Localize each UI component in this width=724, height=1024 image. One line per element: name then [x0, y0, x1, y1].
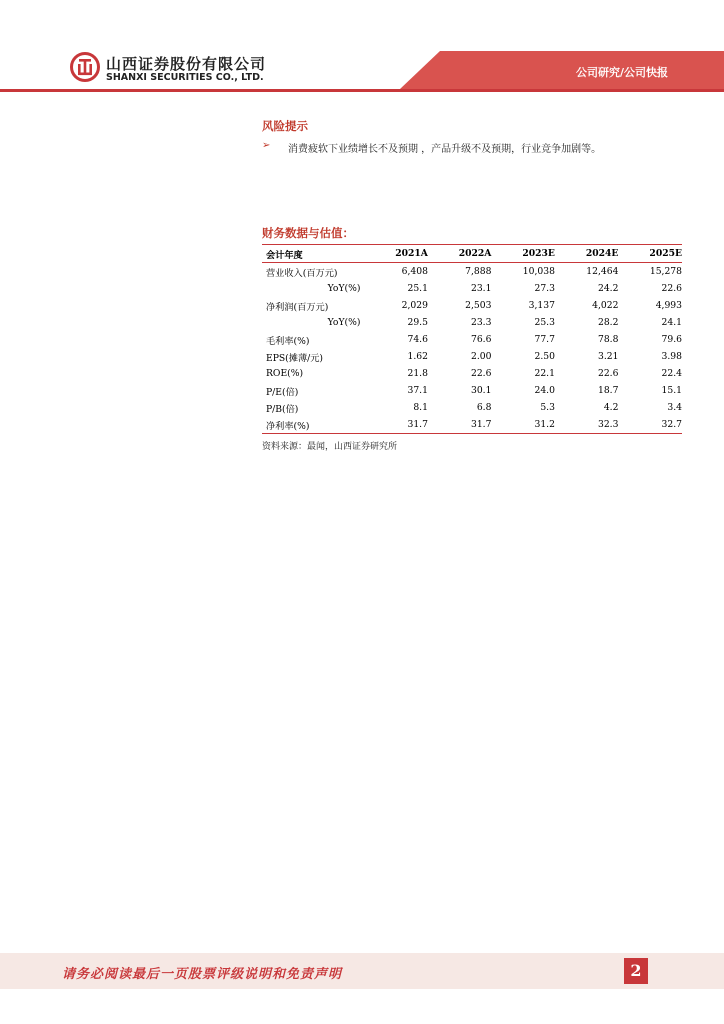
table-cell: 78.8	[597, 334, 619, 345]
table-cell: 8.1	[413, 402, 428, 413]
company-name-cn: 山西证券股份有限公司	[106, 55, 267, 73]
table-cell: 77.7	[534, 334, 555, 345]
table-cell: 76.6	[470, 334, 492, 345]
column-header: 2022A	[458, 248, 492, 259]
company-name-en: SHANXI SECURITIES CO., LTD.	[106, 72, 264, 83]
bullet-arrow-icon: ➢	[262, 140, 271, 151]
table-header-row	[262, 245, 682, 263]
row-label: 净利润(百万元)	[266, 301, 329, 313]
table-cell: 4,022	[592, 300, 619, 311]
header-divider	[0, 89, 724, 92]
table-cell: 25.3	[534, 317, 555, 328]
page-number: 2	[624, 958, 648, 984]
table-cell: 32.7	[661, 419, 682, 430]
table-cell: 22.1	[534, 368, 555, 379]
table-cell: 30.1	[470, 385, 492, 396]
row-label: EPS(摊薄/元)	[266, 352, 324, 364]
table-cell: 12,464	[586, 266, 619, 277]
financials-section-title: 财务数据与估值：	[262, 226, 354, 240]
table-cell: 3.21	[597, 351, 619, 362]
table-cell: 24.1	[661, 317, 682, 328]
table-cell: 1.62	[407, 351, 428, 362]
table-cell: 28.2	[597, 317, 619, 328]
table-cell: 23.1	[470, 283, 492, 294]
page-header	[0, 0, 724, 95]
table-cell: 79.6	[661, 334, 682, 345]
table-cell: 3.4	[667, 402, 682, 413]
table-cell: 5.3	[540, 402, 555, 413]
table-cell: 23.3	[470, 317, 492, 328]
row-label: ROE(%)	[266, 368, 304, 379]
row-label: 净利率(%)	[266, 420, 310, 432]
table-cell: 22.6	[470, 368, 492, 379]
header-tab-shape	[400, 51, 724, 89]
column-header: 2023E	[522, 248, 555, 259]
row-label: 毛利率(%)	[266, 335, 310, 347]
table-row	[262, 263, 682, 281]
table-cell: 2,503	[465, 300, 492, 311]
table-row	[262, 331, 682, 348]
table-cell: 15.1	[661, 385, 682, 396]
row-label: P/B(倍)	[266, 403, 299, 415]
table-cell: 21.8	[407, 368, 428, 379]
table-cell: 10,038	[522, 266, 555, 277]
source-note: 资料来源：最闻，山西证券研究所	[262, 442, 398, 452]
footer-disclaimer: 请务必阅读最后一页股票评级说明和免责声明	[62, 967, 343, 982]
table-cell: 37.1	[407, 385, 428, 396]
financials-table	[262, 244, 682, 434]
table-cell: 18.7	[597, 385, 619, 396]
table-row	[262, 365, 682, 382]
table-cell: 31.2	[534, 419, 555, 430]
table-cell: 6,408	[401, 266, 428, 277]
table-cell: 31.7	[470, 419, 492, 430]
table-cell: 3.98	[661, 351, 682, 362]
row-label: P/E(倍)	[266, 386, 299, 398]
table-cell: 24.2	[597, 283, 619, 294]
column-header: 2024E	[585, 248, 619, 259]
table-row	[262, 416, 682, 434]
table-cell: 15,278	[649, 266, 682, 277]
table-cell: 27.3	[534, 283, 555, 294]
risk-section-title: 风险提示	[262, 119, 308, 133]
column-header: 2021A	[395, 248, 428, 259]
table-cell: 22.6	[661, 283, 682, 294]
table-cell: 2.00	[470, 351, 492, 362]
report-type-label: 公司研究/公司快报	[575, 66, 668, 79]
column-header: 会计年度	[266, 249, 303, 261]
table-row	[262, 314, 682, 331]
table-cell: 22.4	[661, 368, 682, 379]
risk-text: 消费疲软下业绩增长不及预期 ，产品升级不及预期，行业竞争加剧等。	[288, 144, 602, 155]
company-logo-icon	[70, 52, 100, 82]
table-cell: 25.1	[407, 283, 428, 294]
table-body	[262, 263, 682, 434]
table-row	[262, 382, 682, 399]
table-cell: 2.50	[534, 351, 555, 362]
row-label: YoY(%)	[327, 283, 361, 294]
table-cell: 29.5	[407, 317, 428, 328]
table-cell: 3,137	[528, 300, 555, 311]
table-row	[262, 399, 682, 416]
table-row	[262, 280, 682, 297]
table-cell: 32.3	[597, 419, 619, 430]
table-cell: 2,029	[401, 300, 428, 311]
table-cell: 4,993	[655, 300, 682, 311]
row-label: YoY(%)	[327, 317, 361, 328]
table-cell: 24.0	[534, 385, 555, 396]
table-cell: 22.6	[597, 368, 619, 379]
table-row	[262, 297, 682, 314]
table-row	[262, 348, 682, 365]
table-cell: 74.6	[407, 334, 428, 345]
table-cell: 7,888	[465, 266, 492, 277]
column-header: 2025E	[649, 248, 682, 259]
table-cell: 31.7	[407, 419, 428, 430]
table-cell: 6.8	[476, 402, 492, 413]
table-cell: 4.2	[603, 402, 619, 413]
row-label: 营业收入(百万元)	[266, 267, 338, 279]
